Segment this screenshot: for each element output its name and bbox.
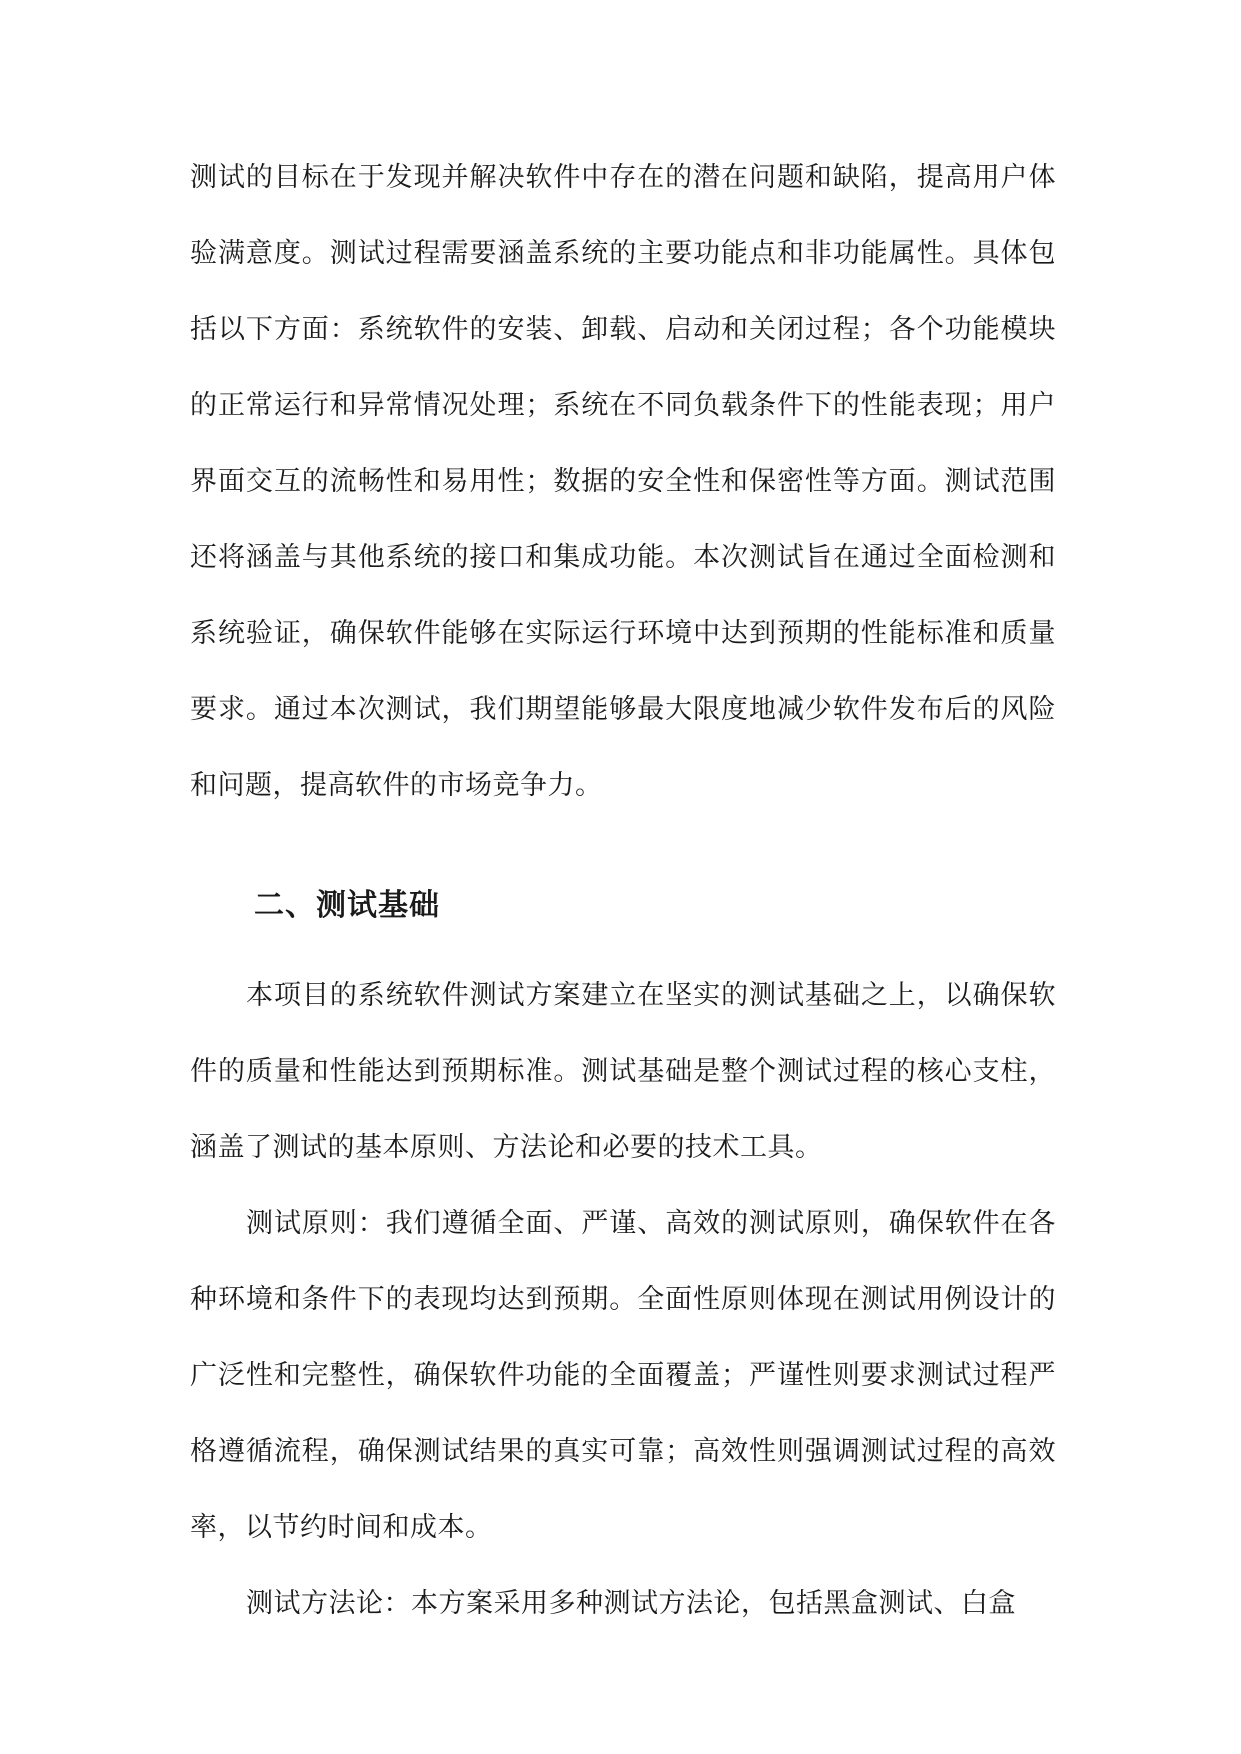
page-content [190, 140, 1056, 1642]
paragraph-test-basis-intro: 本项目的系统软件测试方案建立在坚实的测试基础之上，以确保软件的质量和性能达到预期标准。测试基础是整个测试过程的核心支柱，涵盖了测试的基本原则、方法论和必要的技术工具。 [190, 980, 1056, 1163]
section-heading-test-basis: 二、测试基础 [254, 888, 440, 923]
paragraph-test-principles: 测试原则：我们遵循全面、严谨、高效的测试原则，确保软件在各种环境和条件下的表现均达到预期。全面性原则体现在测试用例设计的广泛性和完整性，确保软件功能的全面覆盖；严谨性则要求测试过程严格遵循流程，确保测试结果的真实可靠；高效性则强调测试过程的高效率，以节约时间和成本。 [190, 1208, 1056, 1543]
paragraph-test-methodology: 测试方法论：本方案采用多种测试方法论，包括黑盒测试、白盒 [246, 1588, 1016, 1619]
paragraph-test-goal: 测试的目标在于发现并解决软件中存在的潜在问题和缺陷，提高用户体验满意度。测试过程需要涵盖系统的主要功能点和非功能属性。具体包括以下方面：系统软件的安装、卸载、启动和关闭过程；各个功能模块的正常运行和异常情况处理；系统在不同负载条件下的性能表现；用户界面交互的流畅性和易用性；数据的安全性和保密性等方面。测试范围还将涵盖与其他系统的接口和集成功能。本次测试旨在通过全面检测和系统验证，确保软件能够在实际运行环境中达到预期的性能标准和质量要求。通过本次测试，我们期望能够最大限度地减少软件发布后的风险和问题，提高软件的市场竞争力。 [190, 162, 1056, 801]
